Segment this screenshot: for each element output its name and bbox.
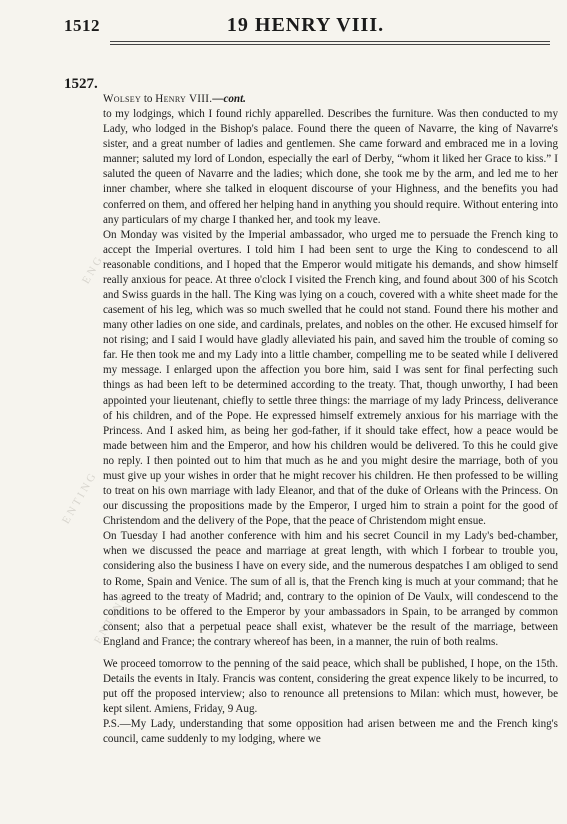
page-header [64, 12, 547, 42]
heading-connector: to [143, 93, 153, 105]
watermark-text: ENTING [60, 468, 100, 526]
heading-author: Wolsey [103, 93, 142, 105]
letter-body [103, 92, 558, 747]
letter-heading [103, 92, 558, 107]
paragraph: to my lodgings, which I found richly apparelled. Describes the furniture. Was then conducted to my Lady, who lodged in the Bishop's palace. Found there the queen of Navarre, the king of Navarre's sister, and a great number of ladies and gentlemen. She came forward and embraced me in a loving manner; saluted my lord of London, especially the earl of Derby, “whom it liked her Grace to kiss.” I saluted the queen of Navarre and the ladies; which done, she took me by the arm, and led me to her inner chamber, where she talked in eloquent discourse of your Highness, and the benefits you had conferred on them, and offered her helping hand in anything you should require. Without entering into any particulars of my charge I thanked her, and took my leave. [103, 108, 558, 226]
page-number: 1512 [64, 16, 100, 35]
running-title: 19 HENRY VIII. [226, 14, 385, 36]
watermark-text: ENG [80, 252, 107, 286]
heading-continued: —cont. [212, 93, 246, 105]
header-rule [110, 41, 550, 42]
year-marginal: 1527. [64, 76, 98, 92]
heading-recipient: Henry VIII. [155, 93, 213, 105]
watermark-text: ENTING [92, 588, 132, 646]
paragraph: We proceed tomorrow to the penning of the said peace, which shall be published, I hope, on the 15th. Details the events in Italy. Francis was content, considering the great expence likely to be incurred, to put off the proposed interview; also to renounce all pretensions to Milan: which must, however, be kept silent. Amiens, Friday, 9 Aug. [103, 657, 558, 716]
paragraph: On Monday was visited by the Imperial ambassador, who urged me to persuade the French king to accept the Imperial overtures. I told him I had been sent to urge the King to condescend to all reasonable conditions, and I hoped that the Emperor would mitigate his demands, and show himself really anxious for peace. At three o'clock I visited the French king, and found about 300 of his Scotch and Swiss guards in the hall. The King was lying on a couch, covered with a white sheet made for the casement of his leg, which was so much swelled that he could not stand. Found there his mother and many other ladies on one side, and cardinals, prelates, and nobles on the other. He excused himself for not rising; and I said I would have gladly alleviated his pain, and saved him the trouble of coming so far. He then took me and my Lady into a little chamber, compelling me to be seated while I delivered my message. I enlarged upon the affection you bore him, said I was sent for final perfecting such things as had been left to be determined according to the treaty. That, though unworthy, I had been appointed your lieutenant, chiefly to settle three things: the marriage of my lady Princess, deliverance of his children, and of the Pope. He expressed himself extremely anxious for his marriage with the Princess. And I asked him, as being her god-father, if it should take effect, how a peace would be made between him and the Emperor, and how his children would be delivered. To this he could give no reply. I then pointed out to him that much as he and you might desire the marriage, both of you must give up your wishes in order that he might recover his children. He then professed to be willing to treat on his own marriage with lady Eleanor, and that of the duke of Orleans with the Princess. On our discussing the propositions made by the Emperor, I urged him to strain a point for the good of Christendom and the delivery of the Pope, that the peace of Christendom might ensue. [103, 228, 558, 528]
postscript: P.S.—My Lady, understanding that some opposition had arisen between me and the French king's council, came suddenly to my lodging, where we [103, 718, 558, 746]
paragraph: On Tuesday I had another conference with him and his secret Council in my Lady's bed-chamber, when we discussed the peace and marriage at great length, with which I forbear to trouble you, considering also the business I have on every side, and the numerous despatches I am obliged to send to Rome, Spain and Venice. The sum of all is, that the French king is much at your command; that he has agreed to the treaty of Madrid; and, contrary to the opinion of De Vaulx, will condescend to the conditions to be offered to the Emperor by your ambassadors in Spain, to be arranged by common consent; also that a perpetual peace shall exist, whatever be the result of the marriage, between England and France; the contrary whereof has been, in a manner, the ruin of both realms. [103, 530, 558, 648]
header-rule [110, 44, 550, 45]
